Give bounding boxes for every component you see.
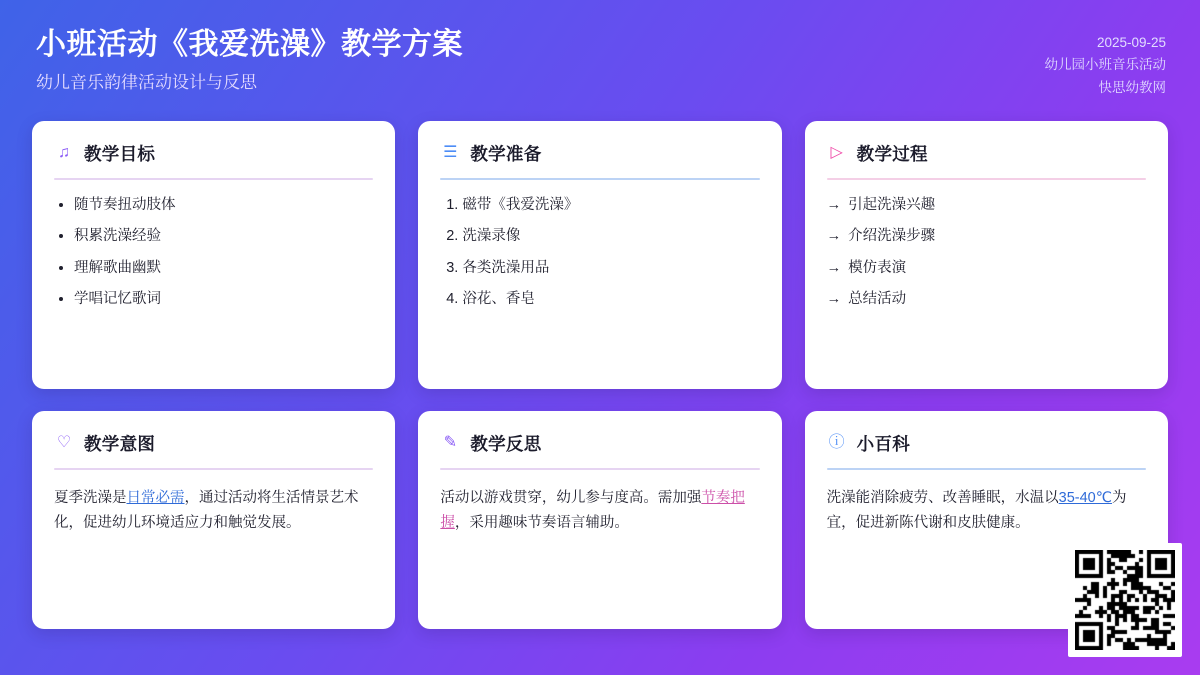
preparation-list: [440, 196, 759, 310]
page-subtitle: 幼儿音乐韵律活动设计与反思: [36, 72, 257, 92]
info-icon: ⓘ: [828, 434, 845, 452]
list-item: 4. 浴花、香皂: [462, 290, 759, 310]
encyclopedia-paragraph: [827, 486, 1146, 537]
cards-grid: [32, 121, 1168, 629]
list-item: • 学唱记忆歌词: [74, 290, 373, 310]
list-item: 3. 各类洗澡用品: [462, 259, 759, 279]
card-header: [54, 431, 373, 468]
list-item: [827, 259, 1146, 279]
header-site: 快思幼教网: [1098, 79, 1166, 95]
list-item: • 积累洗澡经验: [74, 227, 373, 247]
inline-link-daily-need[interactable]: 日常必需: [126, 489, 185, 506]
heart-icon: ♡: [56, 434, 72, 452]
card-header: [440, 431, 759, 468]
card-divider: [54, 468, 373, 470]
list-item: [827, 290, 1146, 310]
list-item: 2. 洗澡录像: [462, 227, 759, 247]
list-item-label: 模仿表演: [848, 259, 907, 276]
card-title: 教学意图: [84, 433, 156, 454]
page-title: 小班活动《我爱洗澡》教学方案: [36, 28, 463, 61]
header-category: 幼儿园小班音乐活动: [1044, 57, 1166, 73]
text-run: ，采用趣味节奏语言辅助。: [454, 515, 629, 532]
card-divider: [440, 468, 759, 470]
header-meta-block: [1045, 26, 1167, 99]
arrow-icon: →: [826, 228, 842, 245]
card-divider: [440, 178, 759, 180]
arrow-icon: →: [826, 259, 842, 276]
list-item-label: 介绍洗澡步骤: [848, 228, 936, 245]
page-header: [32, 26, 1168, 99]
list-icon: ☰: [443, 144, 458, 162]
card-header: [827, 141, 1146, 178]
card-header: [54, 141, 373, 178]
qr-code[interactable]: [1068, 543, 1182, 657]
card-teaching-process: [805, 121, 1168, 389]
list-item-label: 引起洗澡兴趣: [848, 196, 936, 213]
header-date: 2025-09-25: [1096, 35, 1166, 50]
card-title: 教学反思: [470, 433, 542, 454]
list-item: [827, 196, 1146, 216]
card-header: [440, 141, 759, 178]
card-title: 教学过程: [856, 143, 928, 164]
list-item: • 理解歌曲幽默: [74, 259, 373, 279]
list-item: [827, 227, 1146, 247]
card-divider: [54, 178, 373, 180]
card-teaching-goals: [32, 121, 395, 389]
text-run: ，通过活动将生活情景艺术化，促进幼儿环境适应力和触觉发展。: [54, 489, 359, 532]
process-list: [827, 196, 1146, 310]
card-teaching-preparation: [418, 121, 781, 389]
inline-link-rhythm[interactable]: 节奏把握: [440, 489, 745, 532]
card-teaching-reflection: [418, 411, 781, 629]
card-divider: [827, 468, 1146, 470]
text-run: 活动以游戏贯穿，幼儿参与度高。需加强: [440, 489, 702, 506]
list-item-label: 总结活动: [848, 291, 907, 308]
card-header: [827, 431, 1146, 468]
qr-canvas: [1075, 550, 1175, 650]
card-teaching-intent: [32, 411, 395, 629]
reflection-paragraph: [440, 486, 759, 537]
music-note-icon: ♫: [58, 144, 70, 162]
card-divider: [827, 178, 1146, 180]
intent-paragraph: [54, 486, 373, 537]
play-icon: ▷: [830, 144, 843, 162]
arrow-icon: →: [826, 196, 842, 213]
list-item: • 随节奏扭动肢体: [74, 196, 373, 216]
card-title: 教学准备: [470, 143, 542, 164]
card-title: 教学目标: [84, 143, 156, 164]
arrow-icon: →: [826, 291, 842, 308]
inline-link-water-temperature[interactable]: 35-40℃: [1058, 489, 1113, 506]
card-title: 小百科: [856, 433, 911, 454]
header-title-block: [36, 26, 463, 94]
text-run: 夏季洗澡是: [54, 489, 127, 506]
edit-icon: ✎: [443, 434, 458, 452]
text-run: 为宜，促进新陈代谢和皮肤健康。: [826, 489, 1127, 532]
list-item: 1. 磁带《我爱洗澡》: [462, 196, 759, 216]
text-run: 洗澡能消除疲劳、改善睡眠，水温以: [826, 489, 1059, 506]
goals-list: [54, 196, 373, 310]
